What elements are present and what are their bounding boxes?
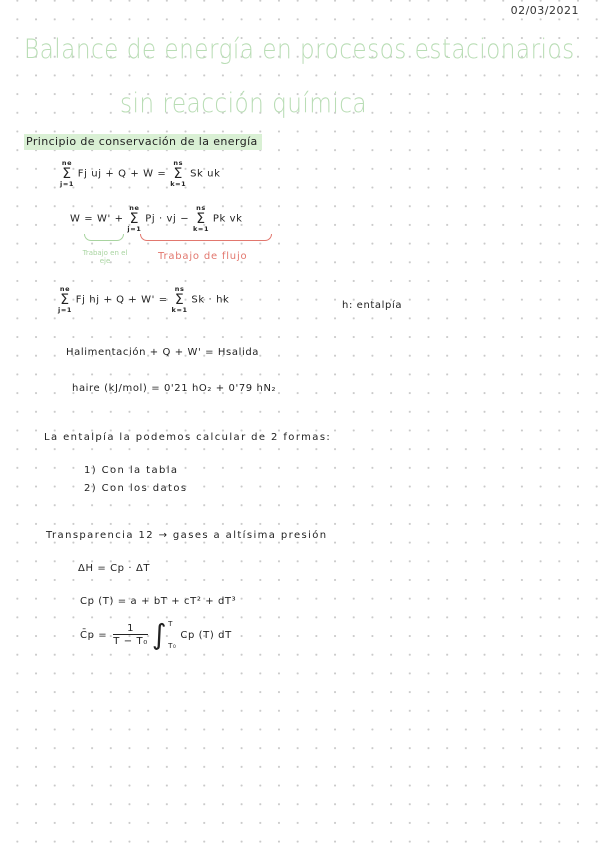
title-line-1: Balance de energía en procesos estacionarios [24,34,575,65]
transparency-text: Transparencia 12 → gases a altísima presión [46,530,328,541]
summation-symbol: ns Σ k=1 [170,159,187,188]
red-brace [140,234,272,241]
equation-5: haire (kJ/mol) = 0'21 hO₂ + 0'79 hN₂ [72,383,277,394]
equation-1: ne Σ j=1 Fj uj + Q + W = ns Σ k=1 Sk uk [60,159,221,188]
summation-symbol: ne Σ j=1 [60,159,74,188]
annotation-shaft-work: Trabajo en el eje [82,249,128,265]
summation-symbol: ne Σ j=1 [58,285,72,314]
integral-sign: ∫ [151,618,168,651]
equation-8: C̄p = $\frac{1}{\text{T − T₀}}$ ∫ T T₀ Cp (T) dT [80,618,232,651]
equation-7: Cp (T) = a + bT + cT² + dT³ [80,596,237,607]
equation-4: Halimentación + Q + W' = Hsalida [66,347,260,358]
method-2: 2) Con los datos [84,483,188,494]
equation-6: ΔH = Cp · ΔT [78,563,151,574]
summation-symbol: ns Σ k=1 [171,285,188,314]
section-heading: Principio de conservación de la energía [24,134,262,150]
annotation-flow-work: Trabajo de flujo [158,251,248,262]
title-line-2: sin reacción química [120,88,368,119]
equation-2: W = W' + ne Σ j=1 Pj · vj − ns Σ k=1 Pk vk [70,204,243,233]
summation-symbol: ns Σ k=1 [192,204,210,233]
equation-3: ne Σ j=1 Fj hj + Q + W' = ns Σ k=1 Sk · hk [58,285,230,314]
summation-symbol: ne Σ j=1 [127,204,142,233]
integral: ∫ T T₀ [151,618,177,651]
date: 02/03/2021 [510,4,579,17]
green-brace [84,234,124,241]
method-1: 1) Con la tabla [84,465,179,476]
enthalpy-methods-text: La entalpía la podemos calcular de 2 formas: [44,432,332,443]
enthalpy-note: h: entalpía [342,300,403,311]
fraction: $\frac{1}{\text{T − T₀}}$ [113,623,148,647]
